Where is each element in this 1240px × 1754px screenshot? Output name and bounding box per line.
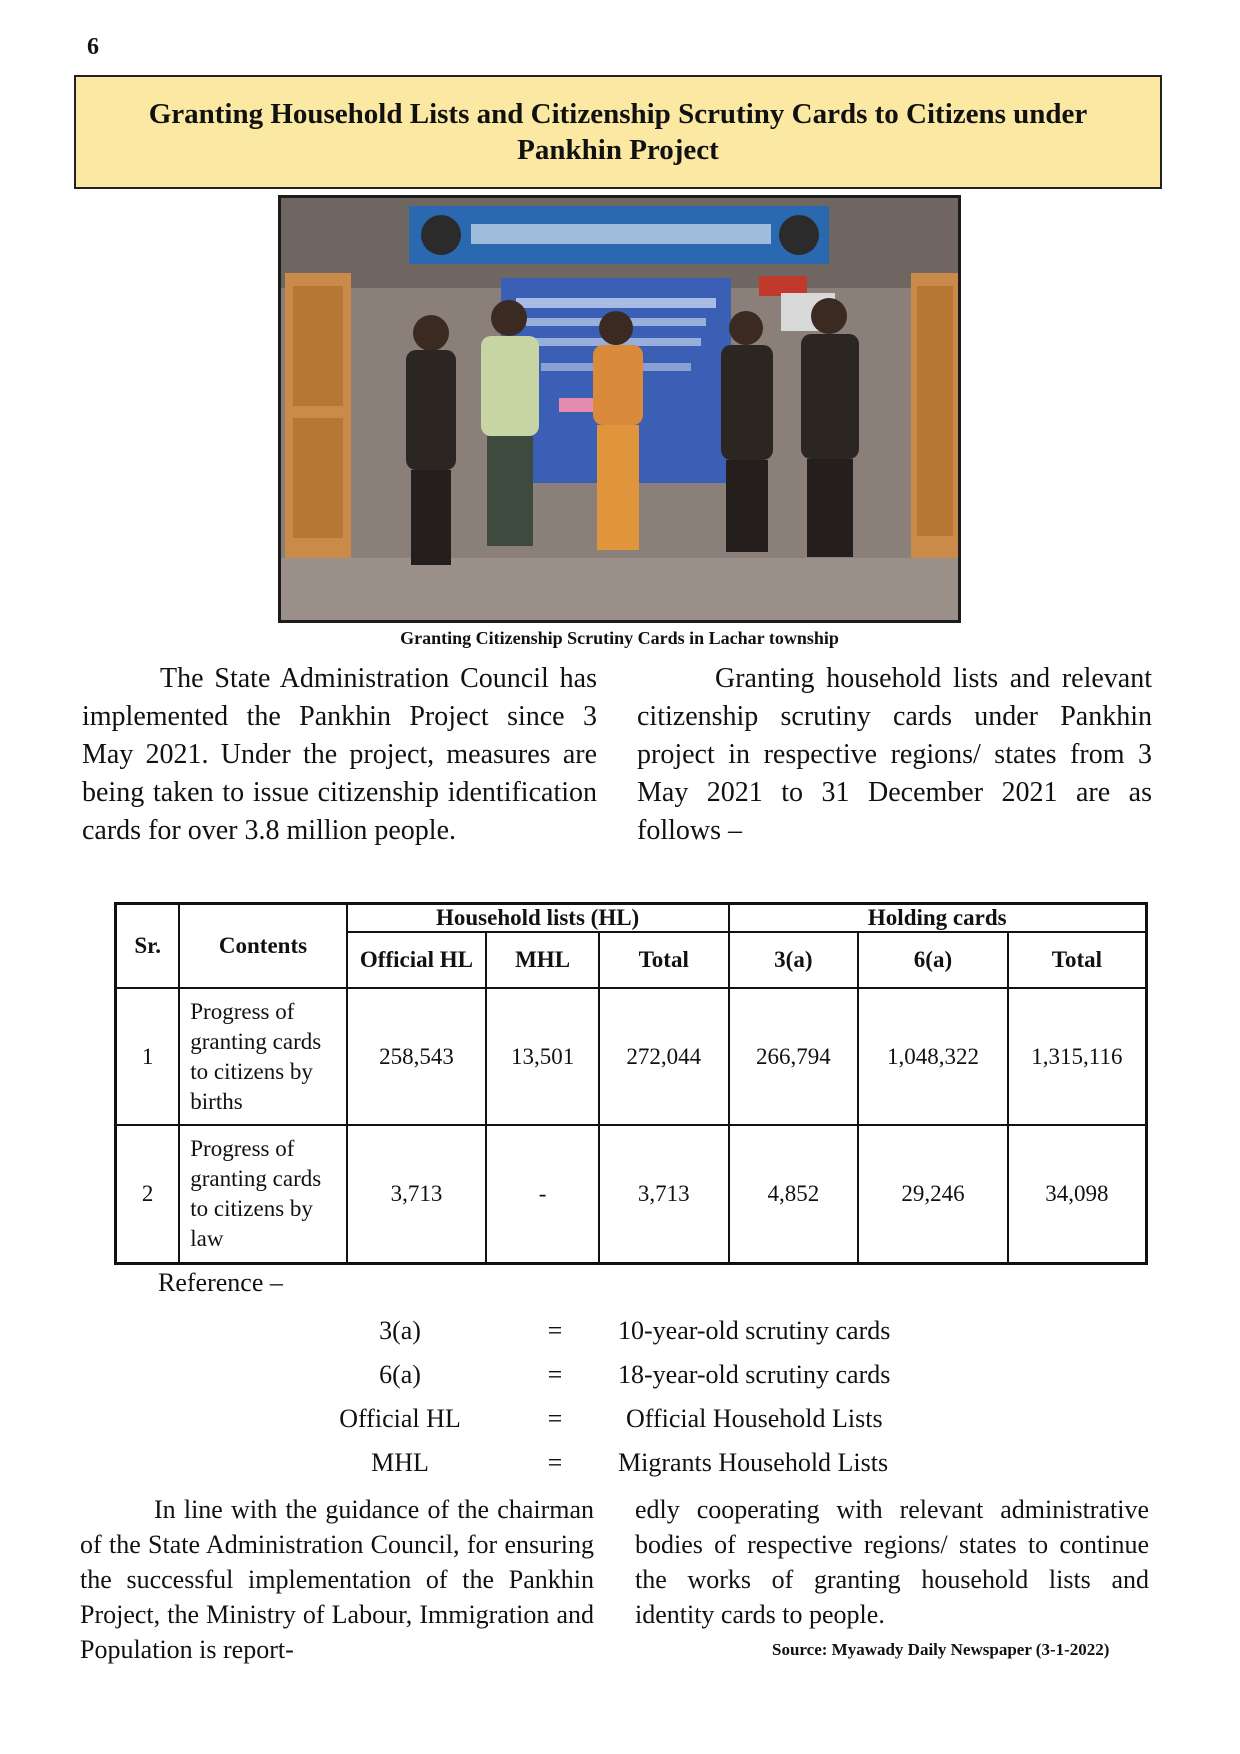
cell-mhl: - [486, 1125, 599, 1263]
cards-table [114, 902, 1148, 1265]
cell-official-hl: 258,543 [347, 988, 487, 1125]
header-total-cards: Total [1008, 932, 1147, 988]
event-photo [278, 195, 961, 623]
table-row [116, 988, 1147, 1125]
header-contents: Contents [179, 904, 346, 989]
intro-right-column [637, 660, 1152, 850]
cell-3a: 4,852 [729, 1125, 859, 1263]
reference-equals: = [547, 1360, 563, 1389]
reference-term: Official HL [339, 1404, 461, 1433]
cell-official-hl: 3,713 [347, 1125, 487, 1263]
cell-3a: 266,794 [729, 988, 859, 1125]
header-official-hl: Official HL [347, 932, 487, 988]
title-line-2: Pankhin Project [517, 134, 719, 166]
closing-left-paragraph: In line with the guidance of the chairman of the State Administration Council, for ensuring the successful implementation of the Pankhin Project, the Ministry of Labour, Immigration and Population is report- [80, 1495, 594, 1664]
reference-term: MHL [371, 1448, 429, 1477]
header-6a: 6(a) [858, 932, 1008, 988]
cell-total-cards: 1,315,116 [1008, 988, 1147, 1125]
closing-left-column [80, 1492, 594, 1667]
cell-contents: Progress of granting cards to citizens by law [179, 1125, 346, 1263]
reference-term: 6(a) [379, 1360, 421, 1389]
intro-left-paragraph: The State Administration Council has implemented the Pankhin Project since 3 May 2021. Under the project, measures are being taken to issue citizenship identification cards for over 3.8 million people. [82, 663, 597, 846]
cell-sr: 2 [116, 1125, 180, 1263]
closing-right-column [635, 1492, 1149, 1632]
reference-item [300, 1448, 890, 1480]
photo-caption: Granting Citizenship Scrutiny Cards in Lachar township [400, 628, 839, 648]
header-household-lists: Household lists (HL) [347, 904, 729, 933]
intro-left-column [82, 660, 597, 850]
cell-6a: 1,048,322 [858, 988, 1008, 1125]
reference-item [300, 1316, 890, 1348]
reference-definition: 18-year-old scrutiny cards [618, 1360, 891, 1389]
cell-total-hl: 272,044 [599, 988, 729, 1125]
table-row [116, 1125, 1147, 1263]
header-3a: 3(a) [729, 932, 859, 988]
source-credit: Source: Myawady Daily Newspaper (3-1-2022) [772, 1640, 1110, 1659]
header-mhl: MHL [486, 932, 599, 988]
title-banner [74, 75, 1162, 189]
cell-6a: 29,246 [858, 1125, 1008, 1263]
reference-list [300, 1316, 890, 1480]
reference-equals: = [547, 1404, 563, 1433]
header-total-hl: Total [599, 932, 729, 988]
reference-item [300, 1360, 890, 1392]
title-line-1: Granting Household Lists and Citizenship Scrutiny Cards to Citizens under [148, 98, 1088, 130]
reference-term: 3(a) [379, 1316, 421, 1345]
page-number: 6 [87, 34, 99, 60]
cell-total-hl: 3,713 [599, 1125, 729, 1263]
header-sr: Sr. [116, 904, 180, 989]
reference-item [300, 1404, 890, 1436]
closing-right-paragraph: edly cooperating with relevant administrative bodies of respective regions/ states to continue the works of granting household lists and identity cards to people. [635, 1495, 1149, 1629]
reference-definition: Migrants Household Lists [618, 1448, 889, 1477]
cell-total-cards: 34,098 [1008, 1125, 1147, 1263]
cell-sr: 1 [116, 988, 180, 1125]
reference-definition: 10-year-old scrutiny cards [618, 1316, 891, 1345]
cell-contents: Progress of granting cards to citizens by births [179, 988, 346, 1125]
header-holding-cards: Holding cards [729, 904, 1147, 933]
cell-mhl: 13,501 [486, 988, 599, 1125]
intro-right-paragraph: Granting household lists and relevant citizenship scrutiny cards under Pankhin project in respective regions/ states from 3 May 2021 to 31 December 2021 are as follows – [637, 663, 1152, 846]
reference-equals: = [547, 1448, 563, 1477]
reference-title: Reference – [158, 1268, 283, 1297]
reference-definition: Official Household Lists [626, 1404, 883, 1433]
reference-equals: = [547, 1316, 563, 1345]
